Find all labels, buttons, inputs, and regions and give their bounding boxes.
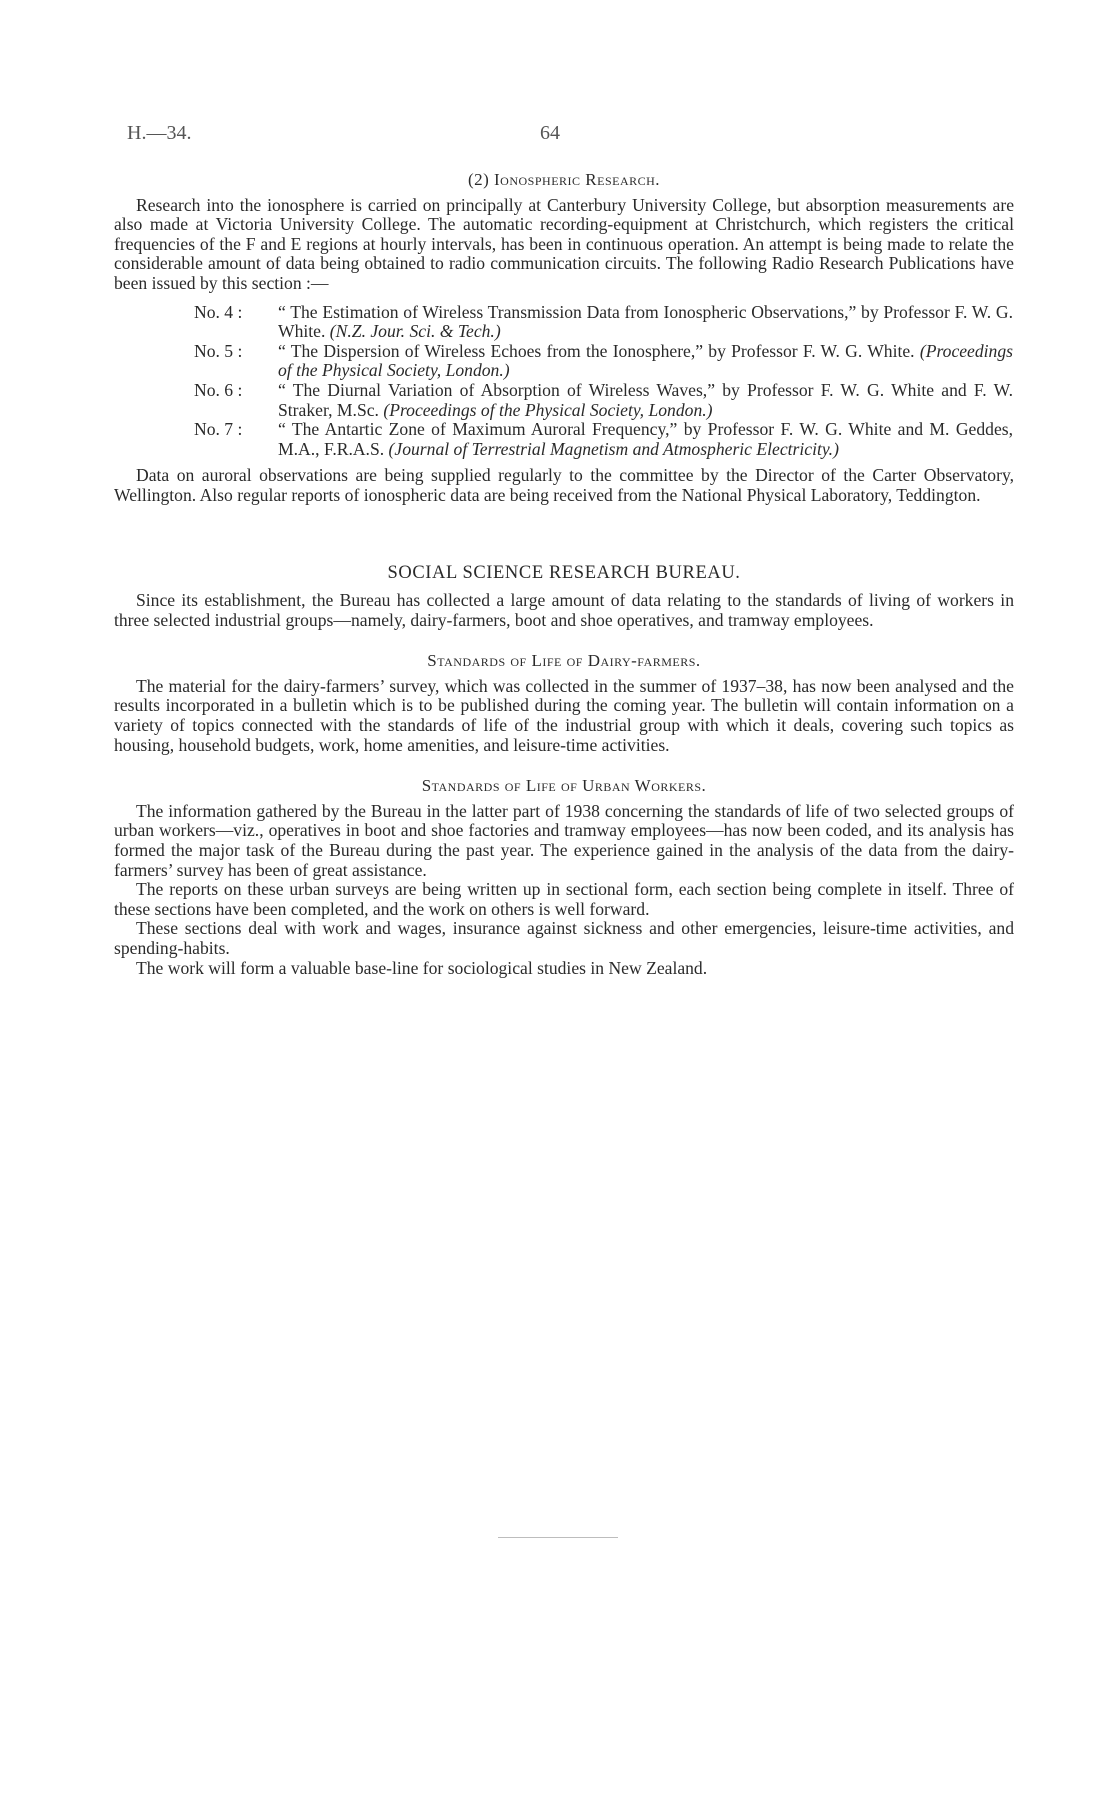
publication-title: “ The Diurnal Variation of Absorption of Wireless Waves,” by Professor F. W. G. White and F. W. Straker, M.Sc. (278, 379, 1013, 420)
social-science-paragraph: Since its establishment, the Bureau has collected a large amount of data relating to the standards of living of workers in three selected industrial groups—namely, dairy-farmers, boot and shoe operatives, and tramway employees. (114, 590, 1014, 630)
publication-title: “ The Dispersion of Wireless Echoes from the Ionosphere,” by Professor F. W. G. White. (278, 340, 915, 361)
publication-item (114, 420, 1014, 459)
publication-entry (278, 420, 1014, 459)
publication-number: No. 4 : (194, 301, 243, 322)
publication-title: “ The Estimation of Wireless Transmission Data from Ionospheric Observations,” by Professor F. W. G. White. (278, 301, 1013, 342)
urban-workers-paragraph-2: The reports on these urban surveys are being written up in sectional form, each section being complete in itself. Three of these sections have been completed, and the work on others is well forward. (114, 879, 1014, 919)
page-number: 64 (540, 122, 560, 144)
publication-source: (Proceedings of the Physical Society, London.) (383, 399, 713, 420)
ionospheric-paragraph-1: Research into the ionosphere is carried on principally at Canterbury University College, but absorption measurements are also made at Victoria University College. The automatic recording-equipment at Christchurch, which registers the critical frequencies of the F and E regions at hourly intervals, has been in continuous operation. An attempt is being made to relate the considerable amount of data being obtained to radio communication circuits. The following Radio Research Publications have been issued by this section :— (114, 194, 1014, 293)
publication-title: “ The Antartic Zone of Maximum Auroral Frequency,” by Professor F. W. G. White and M. Geddes, M.A., F.R.A.S. (278, 419, 1013, 459)
publication-number: No. 5 : (194, 340, 243, 361)
urban-workers-heading: Standards of Life of Urban Workers. (421, 776, 707, 796)
social-science-heading: SOCIAL SCIENCE RESEARCH BUREAU. (387, 562, 741, 583)
footer-divider (498, 1537, 618, 1538)
publication-entry (278, 381, 1014, 420)
urban-workers-paragraph-1: The information gathered by the Bureau in the latter part of 1938 concerning the standards of life of two selected groups of urban workers—viz., operatives in boot and shoe factories and tramway employees—has now been coded, and its analysis has formed the major task of the Bureau during the past year. The experience gained in the analysis of the data from the dairy-farmers’ survey has been of great assistance. (114, 800, 1014, 880)
publication-entry (278, 303, 1014, 342)
document-body (114, 170, 1014, 978)
publication-number: No. 6 : (194, 379, 243, 400)
ionospheric-research-heading: (2) Ionospheric Research. (467, 170, 661, 189)
publication-source: (Proceedings of the Physical Society, London.) (278, 340, 1013, 381)
dairy-farmers-heading: Standards of Life of Dairy-farmers. (427, 651, 701, 671)
dairy-farmers-paragraph: The material for the dairy-farmers’ survey, which was collected in the summer of 1937–38, has now been analysed and the results incorporated in a bulletin which is to be published during the coming year. The bulletin will contain information on a variety of topics connected with the standards of life of the industrial group with which it deals, covering such topics as housing, household budgets, work, home amenities, and leisure-time activities. (114, 675, 1014, 755)
urban-workers-paragraph-3: These sections deal with work and wages, insurance against sickness and other emergencies, leisure-time activities, and spending-habits. (114, 918, 1014, 958)
publication-item (114, 303, 1014, 342)
publication-number: No. 7 : (194, 419, 243, 440)
publication-source: (N.Z. Jour. Sci. & Tech.) (329, 321, 501, 342)
publication-entry (278, 342, 1014, 381)
urban-workers-paragraph-4: The work will form a valuable base-line for sociological studies in New Zealand. (136, 957, 708, 978)
publication-source: (Journal of Terrestrial Magnetism and Atmospheric Electricity.) (388, 438, 839, 459)
publication-list (114, 303, 1014, 460)
publication-item (114, 342, 1014, 381)
ionospheric-paragraph-2: Data on auroral observations are being supplied regularly to the committee by the Director of the Carter Observatory, Wellington. Also regular reports of ionospheric data are being received from the National Physical Laboratory, Teddington. (114, 465, 1014, 505)
document-reference: H.—34. (127, 122, 192, 144)
publication-item (114, 381, 1014, 420)
